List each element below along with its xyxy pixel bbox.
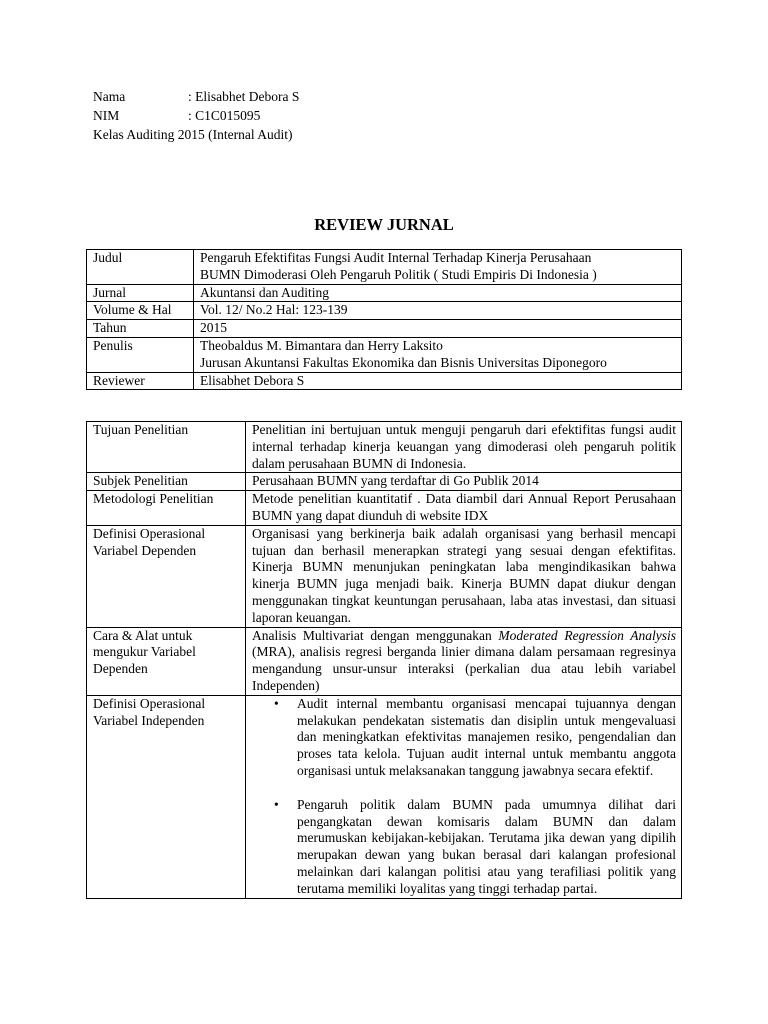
bullet-icon: •	[274, 796, 279, 812]
table-row	[87, 372, 682, 390]
tahun-label: Tahun	[87, 320, 194, 338]
def-dependen-label	[87, 525, 246, 627]
metodologi-label: Metodologi Penelitian	[87, 491, 246, 526]
jurnal-label: Jurnal	[87, 284, 194, 302]
volume-label: Volume & Hal	[87, 302, 194, 320]
volume-value: Vol. 12/ No.2 Hal: 123-139	[194, 302, 682, 320]
list-item	[252, 797, 676, 898]
def-independen-label	[87, 695, 246, 898]
table-row	[87, 284, 682, 302]
judul-line-1: Pengaruh Efektifitas Fungsi Audit Internal Terhadap Kinerja Perusahaan	[200, 250, 592, 265]
nama-value: : Elisabhet Debora S	[188, 89, 300, 104]
def-independen-label-line-1: Definisi Operasional	[93, 695, 206, 711]
tujuan-value: Penelitian ini bertujuan untuk menguji pengaruh dari efektifitas fungsi audit internal terhadap kinerja keuangan yang dimoderasi oleh pengaruh politik dalam perusahaan BUMN di Indonesia.	[246, 422, 682, 473]
penulis-value	[194, 337, 682, 372]
list-item-text: Audit internal membantu organisasi mencapai tujuannya dengan melakukan pendekatan sistematis dan disiplin untuk mengevaluasi dan meningkatkan efektivitas manajemen resiko, pengendalian dan proses tata kelola. Tujuan audit internal untuk membantu anggota organisasi untuk melaksanakan tanggung jawabnya secara efektif.	[297, 695, 676, 778]
table-row	[87, 250, 682, 285]
document-title: REVIEW JURNAL	[314, 215, 454, 234]
tahun-value: 2015	[194, 320, 682, 338]
judul-line-2: BUMN Dimoderasi Oleh Pengaruh Politik ( Studi Empiris Di Indonesia )	[200, 266, 597, 282]
table-row	[87, 422, 682, 473]
table-row	[87, 695, 682, 898]
nim-value: : C1C015095	[188, 108, 261, 123]
reviewer-value: Elisabhet Debora S	[194, 372, 682, 390]
cara-label-line-2: mengukur Variabel	[93, 644, 196, 660]
cara-text-italic: Moderated Regression Analysis	[498, 627, 677, 643]
def-independen-value	[246, 695, 682, 898]
def-dependen-label-line-1: Definisi Operasional	[93, 525, 206, 541]
judul-label: Judul	[87, 250, 194, 285]
def-independen-list	[252, 696, 676, 898]
cara-text-pre: Analisis Multivariat dengan menggunakan	[252, 627, 499, 643]
nama-row	[93, 87, 299, 106]
table-row	[87, 473, 682, 491]
table-row	[87, 525, 682, 627]
def-dependen-value: Organisasi yang berkinerja baik adalah organisasi yang berhasil mencapi tujuan dan berhasil menerapkan strategi yang sesuai dengan efektifitas. Kinerja BUMN menunjukan peningkatan laba mengindikasikan bahwa kinerja BUMN juga menjadi baik. Kinerja BUMN dapat diukur dengan menggunakan tingkat keuntungan perusahaan, laba atas investasi, dan situasi laporan keuangan.	[246, 525, 682, 627]
subjek-label: Subjek Penelitian	[87, 473, 246, 491]
table-row	[87, 491, 682, 526]
tujuan-label: Tujuan Penelitian	[87, 422, 246, 473]
penulis-label: Penulis	[87, 337, 194, 372]
table-row	[87, 337, 682, 372]
table-row	[87, 320, 682, 338]
list-item	[252, 696, 676, 780]
table-row	[87, 627, 682, 695]
student-info	[93, 87, 299, 144]
review-table	[86, 421, 682, 899]
table-row	[87, 302, 682, 320]
bullet-icon: •	[274, 695, 279, 711]
list-item-text: Pengaruh politik dalam BUMN pada umumnya dilihat dari pengangkatan dewan komisaris dalam BUMN dan dalam merumuskan kebijakan-kebijakan. Terutama jika dewan yang dipilih merupakan dewan yang bukan berasal dari kalangan profesional melainkan dari kalangan politisi atau yang terafiliasi politik yang terutama memiliki loyalitas yang tinggi terhadap partai.	[297, 796, 676, 896]
reviewer-label: Reviewer	[87, 372, 194, 390]
def-independen-label-line-2: Variabel Independen	[93, 712, 205, 728]
nim-row	[93, 106, 299, 125]
kelas-line: Kelas Auditing 2015 (Internal Audit)	[93, 127, 293, 142]
journal-info-table	[86, 249, 682, 390]
jurnal-value: Akuntansi dan Auditing	[194, 284, 682, 302]
cara-alat-label	[87, 627, 246, 695]
judul-value	[194, 250, 682, 285]
nim-label: NIM	[93, 108, 120, 123]
cara-label-line-3: Dependen	[93, 661, 148, 677]
cara-text-post: (MRA), analisis regresi berganda linier dimana dalam persamaan regresinya mengandung unsur-unsur interaksi (perkalian dua atau lebih variabel Independen)	[252, 644, 676, 693]
cara-label-line-1: Cara & Alat untuk	[93, 627, 193, 643]
cara-alat-value	[246, 627, 682, 695]
subjek-value: Perusahaan BUMN yang terdaftar di Go Publik 2014	[246, 473, 682, 491]
penulis-line-1: Theobaldus M. Bimantara dan Herry Laksito	[200, 337, 443, 353]
def-dependen-label-line-2: Variabel Dependen	[93, 542, 197, 558]
penulis-line-2: Jurusan Akuntansi Fakultas Ekonomika dan Bisnis Universitas Diponegoro	[200, 354, 607, 370]
nama-label: Nama	[93, 89, 126, 104]
metodologi-value: Metode penelitian kuantitatif . Data diambil dari Annual Report Perusahaan BUMN yang dapat diunduh di website IDX	[246, 491, 682, 526]
